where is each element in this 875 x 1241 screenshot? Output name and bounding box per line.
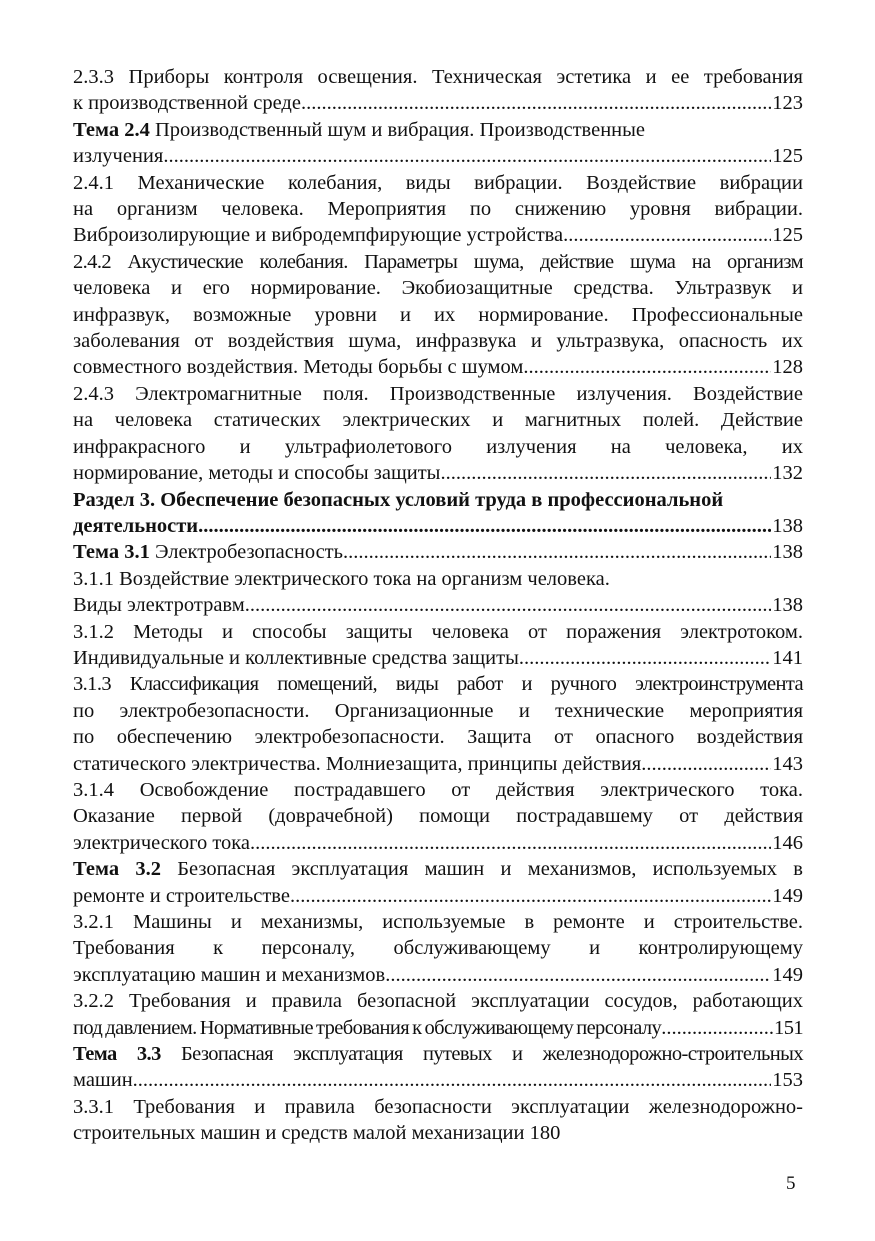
toc-topic-3-3	[73, 1041, 803, 1094]
topic-label: Тема 3.1	[73, 541, 150, 564]
toc-page-number: 151	[774, 1016, 803, 1039]
toc-line: 3.2.1 Машины и механизмы, используемые в ремонте и строительстве.	[73, 911, 803, 933]
toc-line-with-page	[73, 1067, 803, 1093]
toc-entry-text: электрического тока .....	[73, 830, 771, 856]
toc-entry-3-1-4	[73, 777, 803, 856]
toc-entry-2-4-1	[73, 170, 803, 249]
toc-line-with-page	[73, 1015, 803, 1041]
toc-page-number: 125	[772, 145, 803, 168]
toc-entry-3-1-3	[73, 671, 803, 777]
toc-entry-text: ремонте и строительстве .....	[73, 883, 771, 909]
toc-line: на организм человека. Мероприятия по снижению уровня вибрации.	[73, 198, 803, 221]
toc-entry-3-1-2	[73, 619, 803, 672]
toc-line: заболевания от воздействия шума, инфразвука и ультразвука, опасность их	[73, 330, 803, 353]
topic-label: Тема 3.3	[73, 1043, 161, 1066]
toc-line: 2.4.3 Электромагнитные поля. Производственные излучения. Воздействие	[73, 382, 803, 405]
toc-page-number: 141	[772, 646, 803, 669]
toc-line: 3.3.1 Требования и правила безопасности эксплуатации железнодорожно-	[73, 1095, 803, 1118]
toc-line-with-page	[73, 645, 803, 671]
toc-entry-2-4-2	[73, 249, 803, 381]
toc-page-number: 125	[772, 224, 803, 247]
topic-title: Электробезопасность	[149, 541, 343, 564]
section-title-continuation: деятельности .....	[73, 513, 771, 539]
toc-entry-2-4-3	[73, 381, 803, 487]
toc-line: человека и его нормирование. Экобиозащитные средства. Ультразвук и	[73, 277, 803, 300]
toc-line-with-page	[73, 830, 803, 856]
toc-page-number: 123	[772, 92, 803, 115]
toc-entry-2-3-3	[73, 64, 803, 117]
toc-line-with-page	[73, 513, 803, 539]
toc-page-number: 146	[772, 831, 803, 854]
toc-line-with-page	[73, 90, 803, 116]
toc-entry-text: излучения .....	[73, 143, 771, 169]
toc-line: 3.1.2 Методы и способы защиты человека от поражения электротоком.	[73, 620, 803, 643]
toc-page-number: 149	[772, 963, 803, 986]
toc-entry-text: Виброизолирующие и вибродемпфирующие устройства .....	[73, 222, 771, 248]
toc-entry-3-3-1	[73, 1094, 803, 1147]
topic-label: Тема 2.4	[73, 118, 150, 141]
toc-line: 3.1.4 Освобождение пострадавшего от действия электрического тока.	[73, 778, 803, 801]
toc-entry-text: Индивидуальные и коллективные средства защиты .....	[73, 645, 771, 671]
toc-line-with-page	[73, 143, 803, 169]
toc-page-number: 138	[772, 541, 803, 564]
toc-line: инфракрасного и ультрафиолетового излучения на человека, их	[73, 435, 803, 458]
toc-line-with-page	[73, 592, 803, 618]
toc-line	[73, 856, 803, 882]
toc-line-with-page	[73, 354, 803, 380]
toc-entry-text	[73, 539, 771, 565]
toc-line-with-page	[73, 539, 803, 565]
toc-line: 2.3.3 Приборы контроля освещения. Техническая эстетика и ее требования	[73, 66, 803, 88]
toc-entry-text: к производственной среде .....	[73, 90, 771, 116]
toc-page-number: 138	[772, 514, 803, 537]
toc-entry-text: совместного воздействия. Методы борьбы с шумом .....	[73, 354, 771, 380]
toc-line	[73, 1041, 803, 1067]
toc-entry-text: под давлением. Нормативные требования к обслуживающему персоналу .....	[73, 1015, 773, 1041]
toc-entry-3-1-1	[73, 566, 803, 619]
topic-title: Безопасная эксплуатация машин и механизмов, используемых в	[160, 858, 803, 881]
toc-page-number: 153	[772, 1069, 803, 1092]
toc-page-number: 128	[772, 356, 803, 379]
toc-line	[73, 117, 803, 143]
toc-line: 3.1.1 Воздействие электрического тока на организм человека.	[73, 567, 610, 590]
toc-line: Оказание первой (доврачебной) помощи пострадавшему от действия	[73, 805, 803, 828]
topic-title: Безопасная эксплуатация путевых и железнодорожно-строительных	[160, 1043, 803, 1066]
toc-line-with-page	[73, 751, 803, 777]
toc-topic-2-4	[73, 117, 803, 170]
toc-line: 2.4.2 Акустические колебания. Параметры шума, действие шума на организм	[73, 250, 803, 273]
toc-line: по электробезопасности. Организационные и технические мероприятия	[73, 699, 803, 722]
toc-entry-text: машин .....	[73, 1067, 771, 1093]
toc-entry-text: нормирование, методы и способы защиты .....	[73, 460, 771, 486]
toc-line: 3.1.3 Классификация помещений, виды работ и ручного электроинструмента	[73, 673, 803, 696]
toc-topic-3-1	[73, 539, 803, 565]
toc-section-3	[73, 487, 803, 540]
toc-entry-text: эксплуатацию машин и механизмов .....	[73, 962, 771, 988]
toc-topic-3-2	[73, 856, 803, 909]
toc-line-with-page	[73, 222, 803, 248]
table-of-contents	[73, 64, 803, 1147]
toc-page-number: 143	[772, 752, 803, 775]
toc-entry-3-2-2	[73, 988, 803, 1041]
toc-page-number: 149	[772, 884, 803, 907]
toc-entry-text: Виды электротравм .....	[73, 592, 771, 618]
toc-line: 2.4.1 Механические колебания, виды вибрации. Воздействие вибрации	[73, 171, 803, 194]
toc-line: строительных машин и средств малой механизации 180	[73, 1122, 561, 1145]
toc-line: инфразвук, возможные уровни и их нормирование. Профессиональные	[73, 303, 803, 326]
toc-page-number: 132	[772, 462, 803, 485]
topic-title: Производственный шум и вибрация. Производственные	[149, 118, 646, 141]
toc-line: Требования к персоналу, обслуживающему и контролирующему	[73, 937, 803, 960]
toc-entry-text: статического электричества. Молниезащита, принципы действия .....	[73, 751, 771, 777]
toc-line-with-page	[73, 883, 803, 909]
toc-line-with-page	[73, 460, 803, 486]
topic-label: Тема 3.2	[73, 858, 161, 881]
page-number: 5	[786, 1173, 796, 1194]
toc-page-number: 138	[772, 594, 803, 617]
toc-entry-3-2-1	[73, 909, 803, 988]
toc-line: по обеспечению электробезопасности. Защита от опасного воздействия	[73, 726, 803, 749]
toc-line: на человека статических электрических и магнитных полей. Действие	[73, 409, 803, 432]
toc-line-with-page	[73, 962, 803, 988]
section-title: Раздел 3. Обеспечение безопасных условий труда в профессиональной	[73, 488, 724, 511]
toc-line: 3.2.2 Требования и правила безопасной эксплуатации сосудов, работающих	[73, 990, 803, 1013]
